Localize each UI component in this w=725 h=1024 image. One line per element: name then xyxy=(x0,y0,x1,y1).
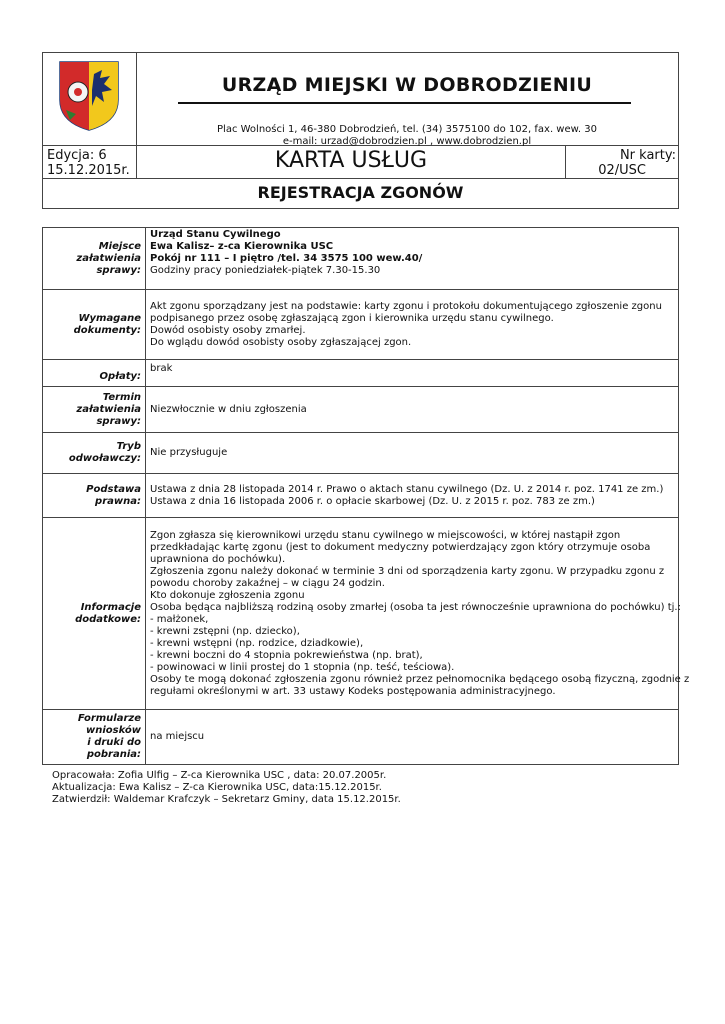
row-label-place xyxy=(43,228,146,290)
row-label-info xyxy=(43,518,146,710)
row-value-appeal xyxy=(146,433,679,474)
office-name-underline xyxy=(178,102,631,104)
label-line: Formularze xyxy=(77,713,141,724)
row-value-legal xyxy=(146,474,679,518)
label-line: Termin xyxy=(102,391,141,403)
table-row-info xyxy=(43,518,679,710)
footer-approved: Zatwierdził: Waldemar Krafczyk – Sekretarz Gminy, data 15.12.2015r. xyxy=(52,794,401,805)
label-line: sprawy: xyxy=(96,415,141,427)
document-footer xyxy=(52,770,401,806)
value-line: Godziny pracy poniedziałek-piątek 7.30-15.30 xyxy=(150,265,381,276)
row-label-fees xyxy=(43,360,146,387)
row-value-deadline xyxy=(146,387,679,433)
row-label-appeal xyxy=(43,433,146,474)
label-line: i druki do xyxy=(87,737,141,748)
service-title: REJESTRACJA ZGONÓW xyxy=(257,183,464,202)
value-line: Niezwłocznie w dniu zgłoszenia xyxy=(150,403,307,415)
row-label-deadline xyxy=(43,387,146,433)
label-line: odwoławczy: xyxy=(68,453,141,464)
card-title: KARTA USŁUG xyxy=(274,148,428,173)
value-line: Osoby te mogą dokonać zgłoszenia zgonu również przez pełnomocnika będącego osobą fizyczną, zgodnie z xyxy=(150,673,690,685)
row-label-legal xyxy=(43,474,146,518)
value-line: Ustawa z dnia 16 listopada 2006 r. o opłacie skarbowej (Dz. U. z 2015 r. poz. 783 ze zm.) xyxy=(150,495,595,507)
value-line: Zgon zgłasza się kierownikowi urzędu stanu cywilnego w miejscowości, w której nastąpił zgon xyxy=(150,529,621,541)
card-number-label: Nr karty: xyxy=(619,148,676,163)
value-line: Osoba będąca najbliższą rodziną osoby zmarłej (osoba ta jest równocześnie uprawniona do pochówku) tj.: xyxy=(150,601,681,613)
contact-line: e-mail: urzad@dobrodzien.pl , www.dobrodzien.pl xyxy=(282,136,532,147)
value-line: podpisanego przez osobę zgłaszającą zgon i kierownika urzędu stanu cywilnego. xyxy=(150,312,554,324)
value-line: - powinowaci w linii prostej do 1 stopnia (np. teść, teściowa). xyxy=(150,661,455,673)
label-line: dodatkowe: xyxy=(75,613,141,625)
coat-of-arms-icon xyxy=(58,60,120,132)
row-value-forms xyxy=(146,710,679,765)
label-line: Podstawa xyxy=(86,483,141,495)
value-line: uprawniona do pochówku). xyxy=(150,553,286,565)
row-label-documents xyxy=(43,290,146,360)
footer-prepared: Opracowała: Zofia Ulfig – Z-ca Kierownika USC , data: 20.07.2005r. xyxy=(52,770,387,781)
value-line: brak xyxy=(150,363,173,374)
value-line: - małżonek, xyxy=(150,613,209,625)
label-line: dokumenty: xyxy=(73,324,141,336)
label-line: Informacje xyxy=(80,601,141,613)
table-row-documents xyxy=(43,290,679,360)
label-line: Miejsce xyxy=(98,240,141,252)
label-line: pobrania: xyxy=(86,749,141,760)
value-line: - krewni zstępni (np. dziecko), xyxy=(150,625,300,637)
label-line: Wymagane xyxy=(78,312,141,324)
card-number-value: 02/USC xyxy=(598,163,646,178)
value-line: Akt zgonu sporządzany jest na podstawie: karty zgonu i protokołu dokumentującego zgłoszenie zgonu xyxy=(150,300,662,312)
label-line: Tryb xyxy=(116,441,141,452)
label-line: prawna: xyxy=(95,495,141,507)
row-value-fees xyxy=(146,360,679,387)
row-label-forms xyxy=(43,710,146,765)
value-line: powodu choroby zakaźnej – w ciągu 24 godzin. xyxy=(150,577,385,589)
edition-label: Edycja: 6 xyxy=(47,148,107,163)
table-row-place xyxy=(43,228,679,290)
value-line: - krewni boczni do 4 stopnia pokrewieństwa (np. brat), xyxy=(150,649,423,661)
value-line: - krewni wstępni (np. rodzice, dziadkowie), xyxy=(150,637,364,649)
label-line: załatwienia xyxy=(76,403,141,415)
address-line: Plac Wolności 1, 46-380 Dobrodzień, tel. (34) 3575100 do 102, fax. wew. 30 xyxy=(217,124,597,135)
row-value-info xyxy=(146,518,690,710)
value-line: regułami określonymi w art. 33 ustawy Kodeks postępowania administracyjnego. xyxy=(150,685,556,697)
service-details-table xyxy=(42,227,690,765)
card-number xyxy=(566,148,676,178)
label-line: wniosków xyxy=(85,725,141,736)
value-line: Urząd Stanu Cywilnego xyxy=(150,229,281,240)
table-row-fees xyxy=(43,360,679,387)
value-line: Pokój nr 111 – I piętro /tel. 34 3575 100 wew.40/ xyxy=(150,253,423,264)
table-row-legal xyxy=(43,474,679,518)
row-value-place xyxy=(146,228,679,290)
value-line: Dowód osobisty osoby zmarłej. xyxy=(150,324,306,336)
table-row-appeal xyxy=(43,433,679,474)
value-line: Do wglądu dowód osobisty osoby zgłaszającej zgon. xyxy=(150,336,412,348)
table-row-forms xyxy=(43,710,679,765)
value-line: Nie przysługuje xyxy=(150,447,228,458)
footer-updated: Aktualizacja: Ewa Kalisz – Z-ca Kierownika USC, data:15.12.2015r. xyxy=(52,782,382,793)
edition-date: 15.12.2015r. xyxy=(47,163,130,178)
value-line: przedkładając kartę zgonu (jest to dokument medyczny potwierdzający zgon który otrzymuje osoba xyxy=(150,541,651,553)
table-row-deadline xyxy=(43,387,679,433)
value-line: Zgłoszenia zgonu należy dokonać w terminie 3 dni od sporządzenia karty zgonu. W przypadku zgonu z xyxy=(150,565,665,577)
value-line: Kto dokonuje zgłoszenia zgonu xyxy=(150,589,305,601)
label-line: sprawy: xyxy=(96,264,141,276)
label-line: załatwienia xyxy=(76,252,141,264)
label-line: Opłaty: xyxy=(99,371,141,382)
edition-info xyxy=(47,148,130,178)
header-divider-horizontal-2 xyxy=(42,178,679,179)
value-line: na miejscu xyxy=(150,731,205,742)
value-line: Ewa Kalisz– z-ca Kierownika USC xyxy=(150,241,334,252)
office-name: URZĄD MIEJSKI W DOBRODZIENIU xyxy=(221,74,593,96)
value-line: Ustawa z dnia 28 listopada 2014 r. Prawo o aktach stanu cywilnego (Dz. U. z 2014 r. poz. 1741 ze zm.) xyxy=(150,483,664,495)
row-value-documents xyxy=(146,290,679,360)
